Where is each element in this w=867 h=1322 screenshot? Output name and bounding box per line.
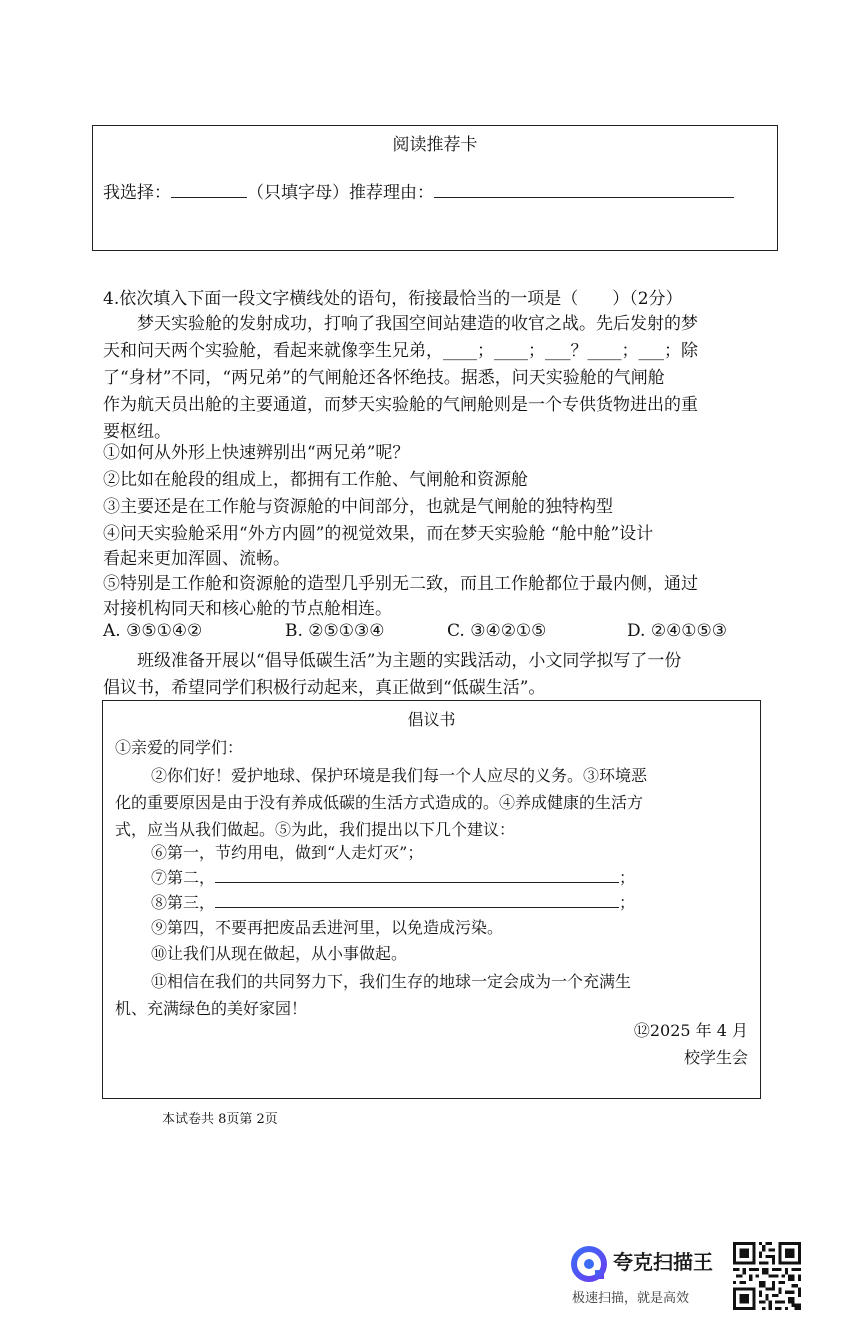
- suggestion-4: ⑨第四，不要再把废品丢进河里，以免造成污染。: [151, 918, 504, 937]
- choice-d[interactable]: D. ②④①⑤③: [627, 621, 728, 641]
- letter-title: 倡议书: [407, 710, 456, 729]
- option-4: ④问天实验舱采用“外方内圆”的视觉效果，而在梦天实验舱 “舱中舱”设计: [103, 524, 654, 544]
- choice-a[interactable]: A. ③⑤①④②: [103, 621, 203, 641]
- suggestion-2: [151, 865, 635, 891]
- suggestion-3-label: ⑧第三，: [151, 893, 216, 912]
- choice-b[interactable]: B. ②⑤①③④: [285, 621, 385, 641]
- quark-logo-icon: [571, 1246, 607, 1282]
- choice-blank[interactable]: [171, 184, 247, 198]
- option-5-continued: 对接机构同天和核心舱的节点舱相连。: [103, 599, 392, 619]
- suggestion-3: [151, 890, 635, 916]
- passage-line-3: 了“身材”不同，“两兄弟”的气闸舱还各怀绝技。据悉，问天实验舱的气闸舱: [103, 368, 665, 388]
- suggestion-1: ⑥第一，节约用电，做到“人走灯灭”；: [151, 843, 424, 862]
- intro-line-2: 倡议书，希望同学们积极行动起来，真正做到“低碳生活”。: [103, 678, 546, 698]
- suggestion-3-blank[interactable]: [215, 894, 619, 908]
- reading-recommendation-card: [92, 125, 778, 251]
- answer-choices: [103, 621, 783, 641]
- proposal-letter: [102, 700, 761, 1099]
- page-footer: 本试卷共 8页第 2页: [162, 1112, 278, 1127]
- scanner-brand: 夸克扫描王: [613, 1250, 713, 1274]
- question-4-stem: 4.依次填入下面一段文字横线处的语句，衔接最恰当的一项是（ ）（2分）: [103, 289, 683, 309]
- card-title: 阅读推荐卡: [392, 135, 478, 155]
- scanner-slogan: 极速扫描，就是高效: [572, 1291, 690, 1306]
- passage-line-5: 要枢纽。: [103, 422, 171, 442]
- suggestion-2-blank[interactable]: [215, 869, 619, 883]
- passage-line-4: 作为航天员出舱的主要通道，而梦天实验舱的气闸舱则是一个专供货物进出的重: [103, 395, 698, 415]
- letter-body-1: ②你们好！爱护地球、保护环境是我们每一个人应尽的义务。③环境恶: [151, 766, 648, 785]
- letter-closing-2: 机、充满绿色的美好家园！: [115, 999, 308, 1018]
- card-answer-row: [103, 178, 734, 203]
- letter-body-3: 式，应当从我们做起。⑤为此，我们提出以下几个建议：: [115, 820, 516, 839]
- option-1: ①如何从外形上快速辨别出“两兄弟”呢？: [103, 443, 410, 463]
- suggestion-3-end: ；: [619, 893, 636, 912]
- reason-blank[interactable]: [434, 184, 734, 198]
- option-2: ②比如在舱段的组成上，都拥有工作舱、气闸舱和资源舱: [103, 470, 528, 490]
- letter-call: ⑩让我们从现在做起，从小事做起。: [151, 944, 408, 963]
- letter-closing-1: ⑪相信在我们的共同努力下，我们生存的地球一定会成为一个充满生: [151, 972, 632, 991]
- intro-line-1: 班级准备开展以“倡导低碳生活”为主题的实践活动，小文同学拟写了一份: [137, 651, 682, 671]
- passage-line-1: 梦天实验舱的发射成功，打响了我国空间站建造的收官之战。先后发射的梦: [137, 314, 698, 334]
- letter-date: ⑫2025 年 4 月: [633, 1021, 748, 1040]
- letter-signer: 校学生会: [683, 1048, 748, 1067]
- suggestion-2-end: ；: [619, 868, 636, 887]
- choose-label: 我选择：: [103, 183, 171, 203]
- letter-body-2: 化的重要原因是由于没有养成低碳的生活方式造成的。④养成健康的生活方: [115, 793, 644, 812]
- choice-c[interactable]: C. ③④②①⑤: [447, 621, 547, 641]
- passage-line-2: 天和问天两个实验舱，看起来就像孪生兄弟，____；____；___？____；___；除: [103, 341, 698, 361]
- choose-hint: （只填字母）推荐理由：: [247, 183, 434, 203]
- option-5: ⑤特别是工作舱和资源舱的造型几乎别无二致，而且工作舱都位于最内侧，通过: [103, 574, 698, 594]
- qr-code-icon: [733, 1242, 801, 1310]
- option-3: ③主要还是在工作舱与资源舱的中间部分，也就是气闸舱的独特构型: [103, 497, 613, 517]
- option-4-continued: 看起来更加浑圆、流畅。: [103, 549, 290, 569]
- suggestion-2-label: ⑦第二，: [151, 868, 216, 887]
- letter-salutation: ①亲爱的同学们：: [115, 738, 244, 757]
